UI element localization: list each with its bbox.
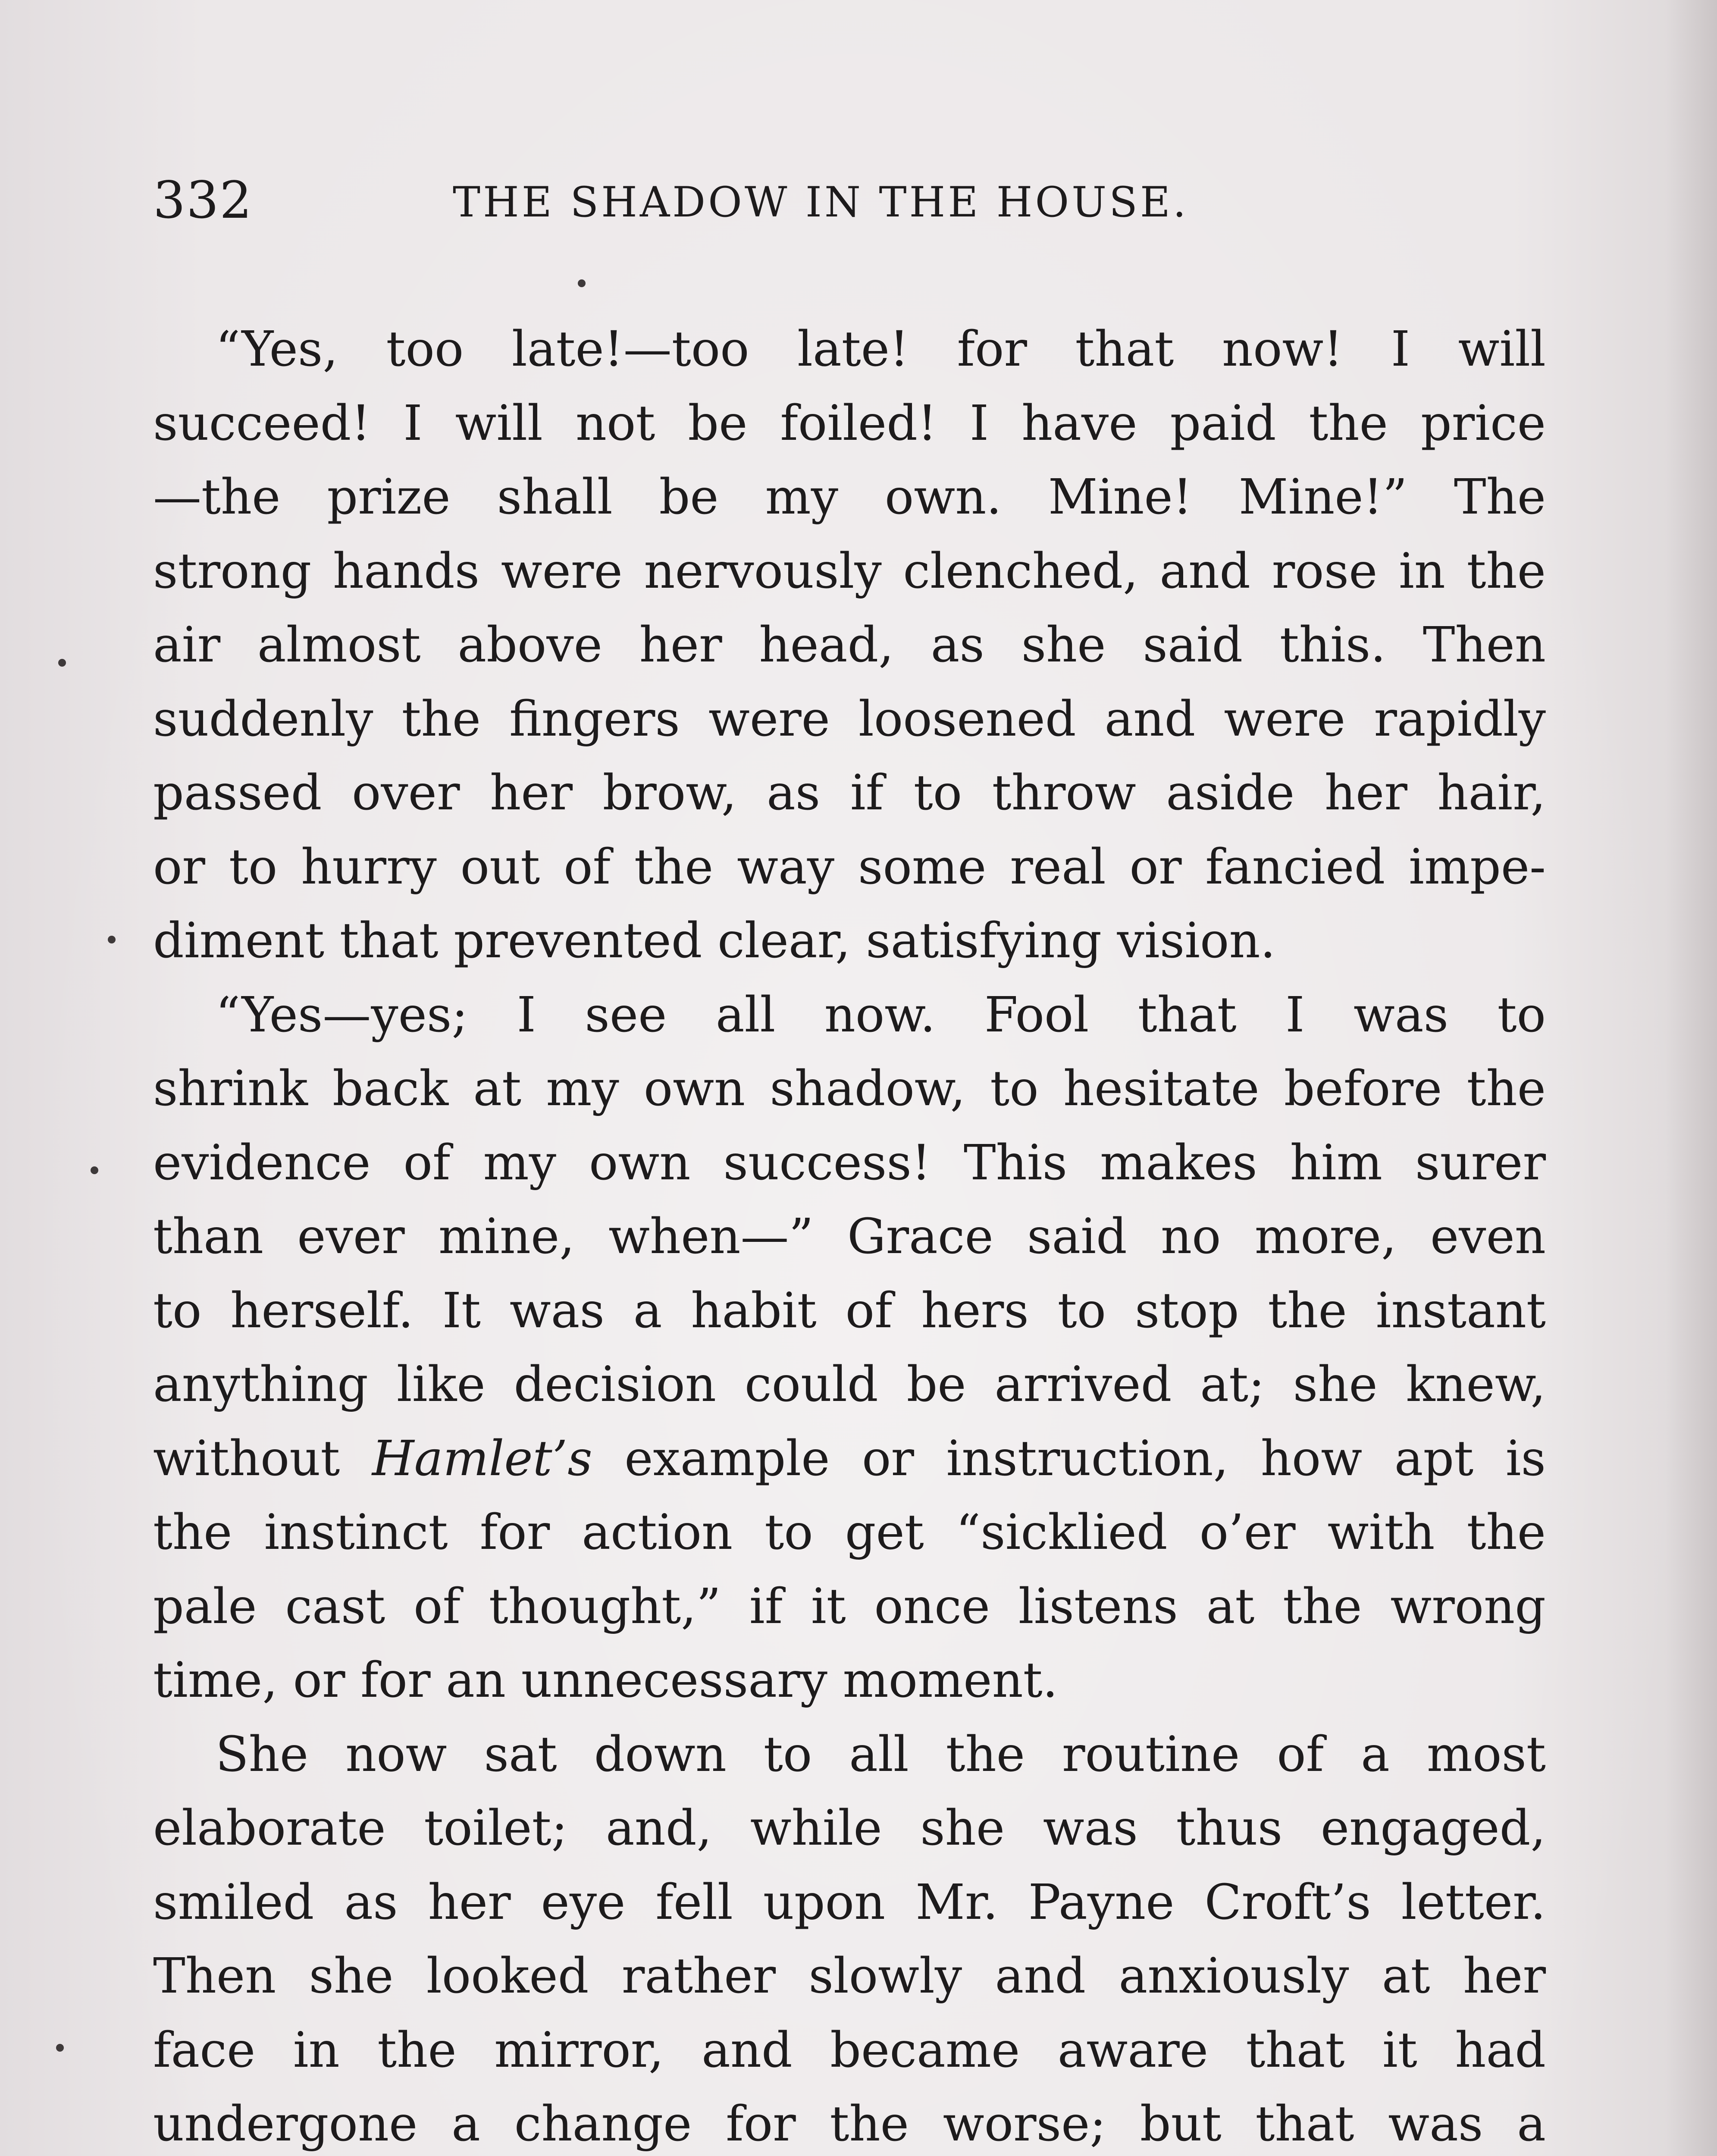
text-line [153,1422,1546,1496]
line-text: to herself. It was a habit of hers to stop the instant [153,1282,1546,1339]
line-text: than ever mine, when—” Grace said no more, even [153,1209,1546,1265]
text-line [153,1052,1546,1126]
line-text: time, or for an unnecessary moment. [153,1652,1058,1708]
line-text: undergone a change for the worse; but that was a [153,2096,1546,2152]
line-text: “Yes, too late!—too late! for that now! I will [216,321,1546,377]
running-head: THE SHADOW IN THE HOUSE. [453,178,1189,226]
text-line [153,1940,1546,2014]
line-text: anything like decision could be arrived at; she knew, [153,1357,1546,1413]
line-text: smiled as her eye fell upon Mr. Payne Croft’s letter. [153,1874,1546,1930]
line-text: suddenly the fingers were loosened and were rapidly [153,691,1546,747]
print-speck [108,936,116,943]
print-speck [58,659,66,667]
text-line [153,313,1546,387]
line-text: —the prize shall be my own. Mine! Mine!” The [153,469,1546,525]
text-line [153,1644,1546,1718]
text-line [153,1348,1546,1422]
text-line [153,1792,1546,1866]
page-number: 332 [153,170,253,230]
line-text: diment that prevented clear, satisfying vision. [153,913,1276,969]
text-line [153,1570,1546,1644]
text-line [153,756,1546,830]
text-line [153,2014,1546,2088]
print-speck [578,279,586,287]
text-line [153,1126,1546,1200]
text-line [153,683,1546,757]
line-text: example or instruction, how apt is [592,1430,1546,1487]
text-line [153,904,1546,978]
text-line [153,978,1546,1053]
page-edge-shadow [1665,0,1717,2156]
text-line [153,2087,1546,2156]
line-text: succeed! I will not be foiled! I have paid the price [153,395,1546,451]
italic-text: Hamlet’s [372,1430,592,1487]
line-text: the instinct for action to get “sicklied o’er with the [153,1504,1546,1561]
text-line [153,535,1546,609]
body-text [153,313,1546,2156]
line-text: “Yes—yes; I see all now. Fool that I was to [216,987,1546,1043]
line-text: or to hurry out of the way some real or fancied impe- [153,839,1546,895]
text-line [153,830,1546,905]
line-text: air almost above her head, as she said this. Then [153,617,1546,673]
text-line [153,1866,1546,1940]
text-line [153,461,1546,535]
line-text: shrink back at my own shadow, to hesitate before the [153,1061,1546,1117]
line-text: passed over her brow, as if to throw aside her hair, [153,765,1546,821]
print-speck [91,1166,98,1174]
text-line [153,1496,1546,1570]
text-line [153,1718,1546,1792]
line-text: pale cast of thought,” if it once listens at the wrong [153,1578,1546,1635]
line-text: without [153,1430,372,1487]
line-text: Then she looked rather slowly and anxiously at her [153,1948,1546,2004]
line-text: elaborate toilet; and, while she was thus engaged, [153,1800,1546,1856]
text-line [153,1200,1546,1274]
text-line [153,387,1546,461]
line-text: face in the mirror, and became aware that it had [153,2022,1546,2078]
line-text: evidence of my own success! This makes him surer [153,1134,1546,1191]
line-text: strong hands were nervously clenched, and rose in the [153,543,1546,599]
line-text: She now sat down to all the routine of a most [216,1726,1546,1783]
print-speck [56,2044,64,2052]
text-line [153,1274,1546,1348]
text-line [153,608,1546,683]
page-header [153,170,1546,239]
